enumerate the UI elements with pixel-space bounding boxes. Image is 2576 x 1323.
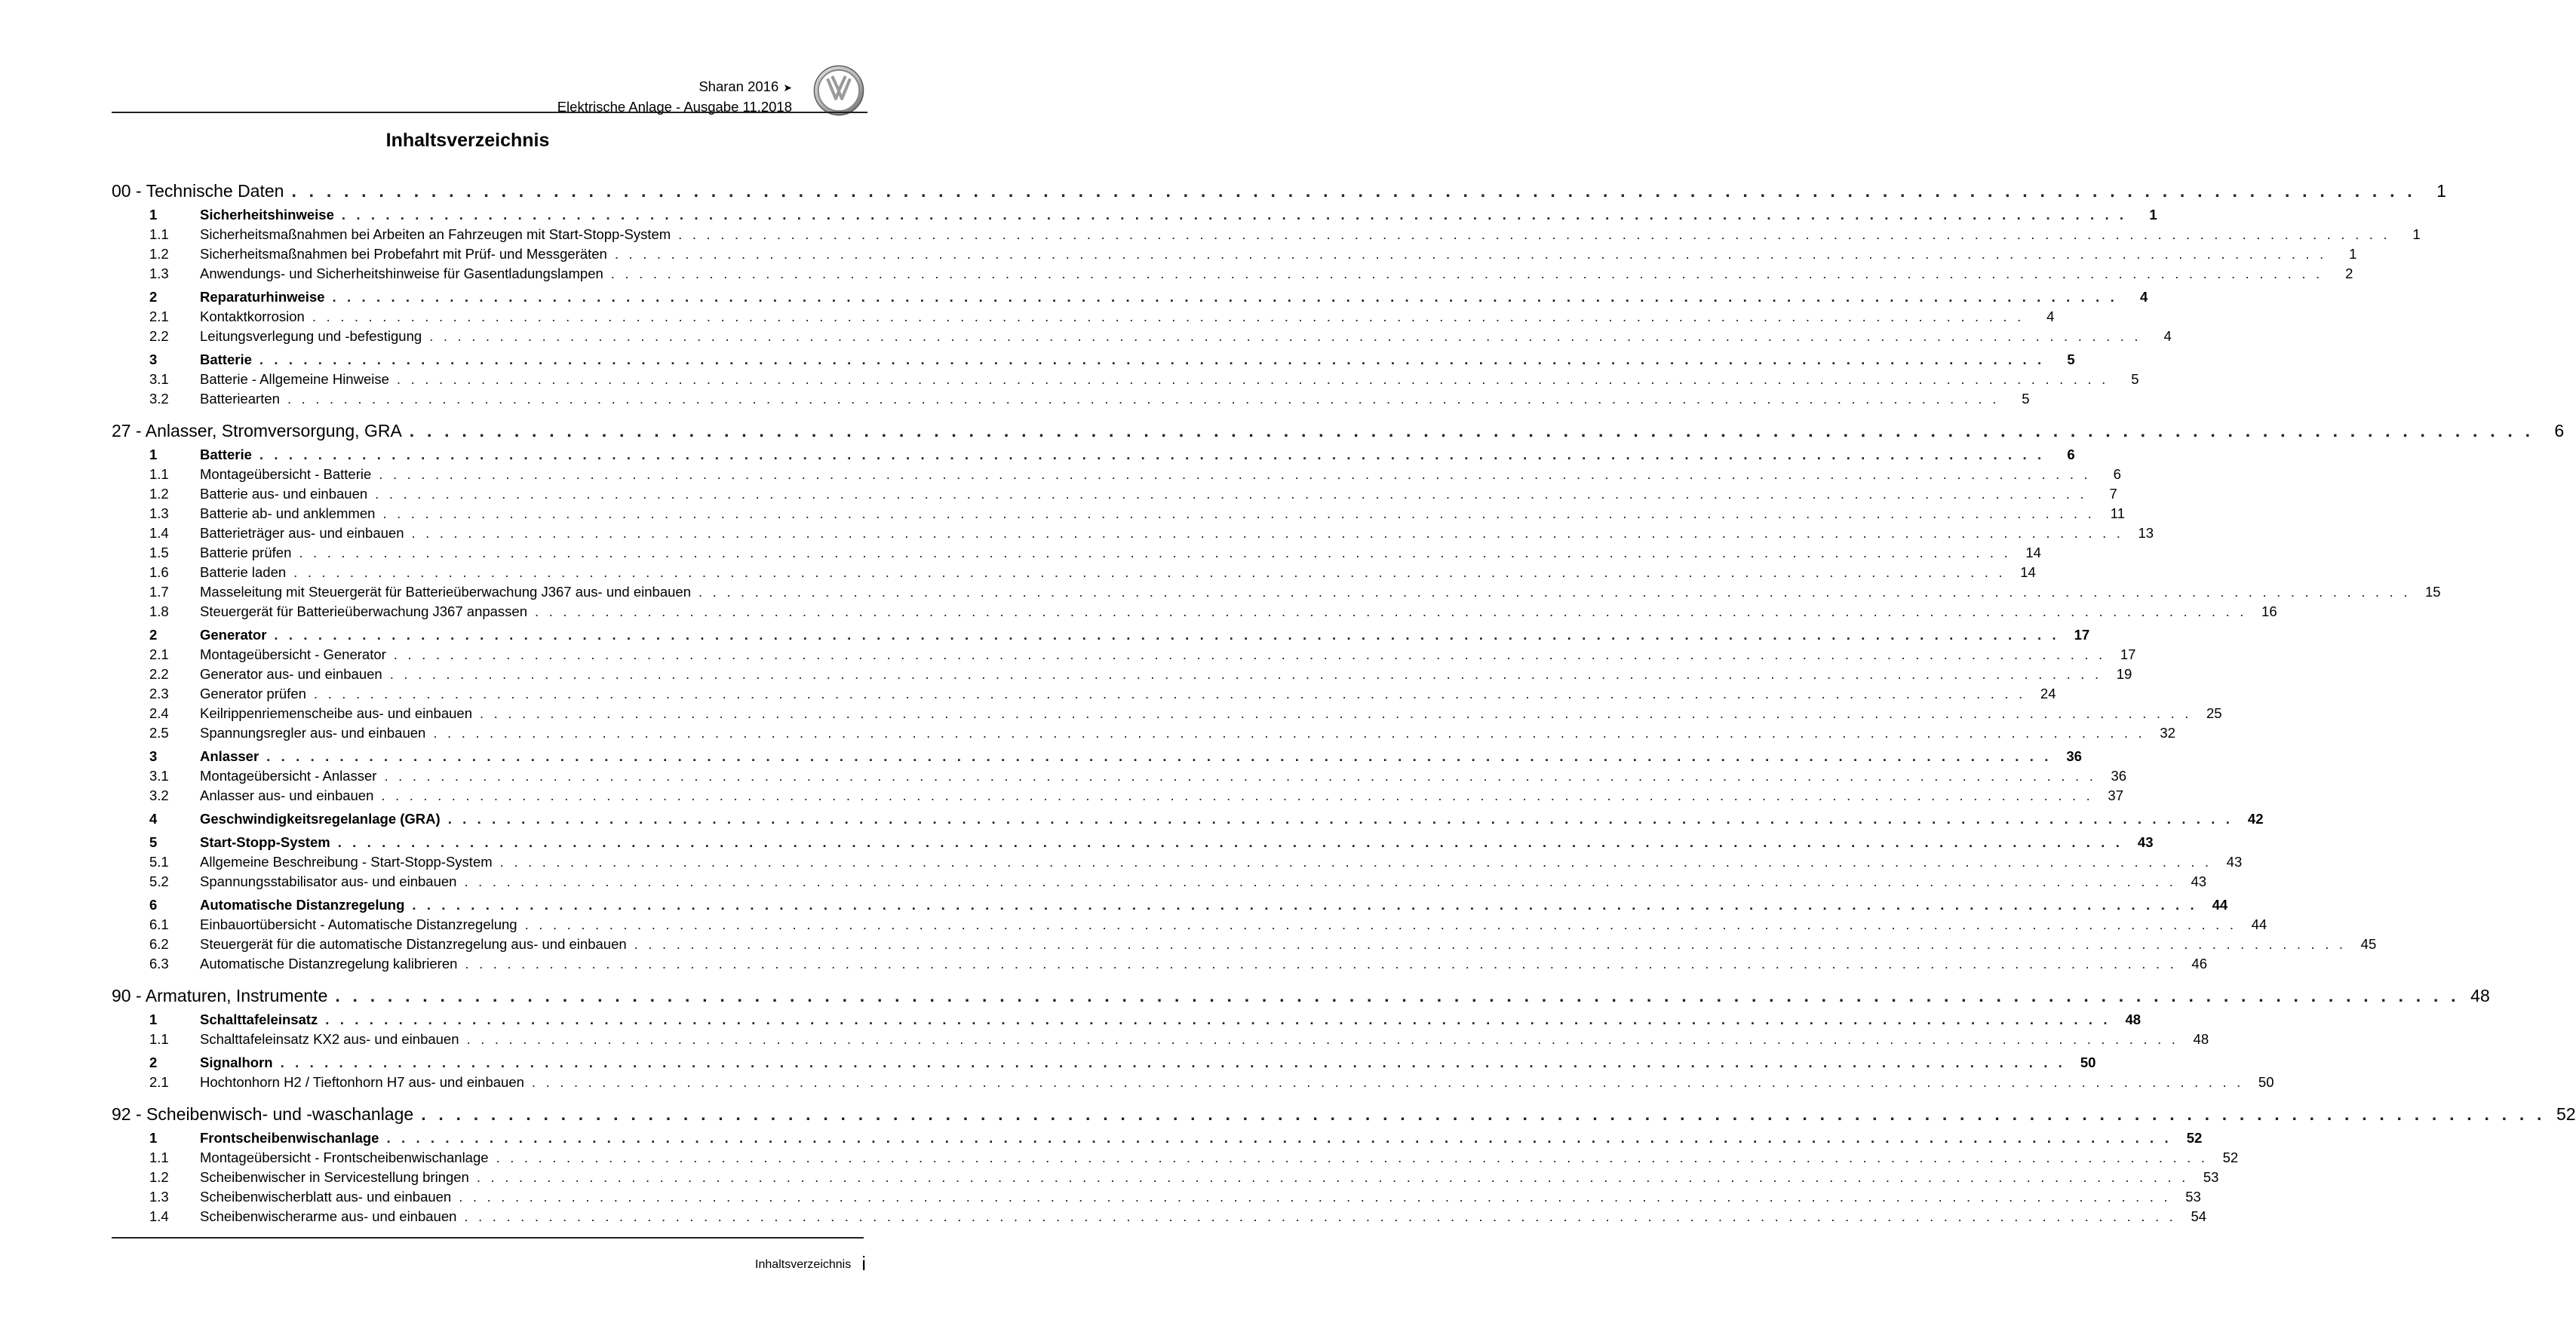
- entry-title: Sicherheitshinweise: [200, 207, 334, 223]
- chapter-title: 00 - Technische Daten: [112, 181, 284, 201]
- entry-number: 2.1: [149, 646, 169, 662]
- chapter-title: 92 - Scheibenwisch- und -waschanlage: [112, 1104, 414, 1124]
- toc-entry[interactable]: [112, 1150, 2239, 1169]
- table-of-contents: [112, 181, 2576, 1228]
- entry-number: 1: [149, 207, 158, 223]
- entry-page-number: 48: [2125, 1011, 2142, 1027]
- entry-number: 1.2: [149, 1169, 169, 1185]
- entry-page-number: 43: [2226, 854, 2243, 870]
- entry-title: Batterieträger aus- und einbauen: [200, 525, 404, 541]
- toc-entry[interactable]: [112, 1011, 2142, 1031]
- entry-number: 1.1: [149, 466, 169, 482]
- toc-chapter[interactable]: [112, 986, 2490, 1010]
- toc-entry[interactable]: [112, 686, 2056, 705]
- dot-leader: . . . . . . . . . . . . . . . . . . . . . . . . . . . . . . . . . . . . . . . . . . . . . . . . . . . . . . . . . . . . . . . . . . . . . . . . . . . . . . . . . . . . . . . . . . . . . . . . . . . . . . . . . . . . . . . . . . . . . . . . . .: [325, 1011, 2111, 1027]
- dot-leader: . . . . . . . . . . . . . . . . . . . . . . . . . . . . . . . . . . . . . . . . . . . . . . . . . . . . . . . . . . . . . . . . . . . . . . . . . . . . . . . . . . . . . . . . . . . . . . . . . . . . . . . . . . . . . . . . . . . . . . . . . .: [409, 421, 2535, 440]
- chapter-page-number: 48: [2470, 986, 2490, 1005]
- entry-title: Generator prüfen: [200, 686, 306, 701]
- toc-entry[interactable]: [112, 834, 2154, 854]
- entry-title: Frontscheibenwischanlage: [200, 1130, 379, 1146]
- entry-title: Leitungsverlegung und -befestigung: [200, 328, 422, 344]
- toc-entry[interactable]: [112, 564, 2036, 584]
- entry-number: 2: [149, 1054, 158, 1070]
- toc-entry[interactable]: [112, 768, 2127, 787]
- entry-title: Schalttafeleinsatz KX2 aus- und einbauen: [200, 1031, 459, 1047]
- entry-title: Steuergerät für die automatische Distanzregelung aus- und einbauen: [200, 936, 627, 952]
- header-rule: [112, 112, 867, 113]
- entry-page-number: 5: [2131, 371, 2139, 387]
- footer-page-number: i: [861, 1252, 866, 1275]
- entry-title: Spannungsstabilisator aus- und einbauen: [200, 873, 457, 889]
- entry-page-number: 15: [2425, 584, 2441, 600]
- entry-page-number: 4: [2046, 308, 2055, 324]
- entry-number: 3.1: [149, 371, 169, 387]
- entry-page-number: 2: [2345, 266, 2353, 281]
- entry-number: 1.2: [149, 486, 169, 502]
- entry-title: Batterie: [200, 447, 252, 462]
- dot-leader: . . . . . . . . . . . . . . . . . . . . . . . . . . . . . . . . . . . . . . . . . . . . . . . . . . . . . . . . . . . . . . . . . . . . . . . . . . . . . . . . . . . . . . . . . . . . . . . . . . . . . . . . . . . . . . . . . . . . . . . . . .: [464, 873, 2177, 889]
- entry-page-number: 6: [2113, 466, 2121, 482]
- toc-entry[interactable]: [112, 207, 2157, 226]
- dot-leader: . . . . . . . . . . . . . . . . . . . . . . . . . . . . . . . . . . . . . . . . . . . . . . . . . . . . . . . . . . . . . . . . . . . . . . . . . . . . . . . . . . . . . . . . . . . . . . . . . . . . . . . . . . . . . . . . . . . . . . . . . .: [464, 1208, 2177, 1224]
- entry-number: 3.2: [149, 391, 169, 407]
- dot-leader: . . . . . . . . . . . . . . . . . . . . . . . . . . . . . . . . . . . . . . . . . . . . . . . . . . . . . . . . . . . . . . . . . . . . . . . . . . . . . . . . . . . . . . . . . . . . . . . . . . . . . . . . . . . . . . . . . . . . . . . . . .: [412, 897, 2198, 913]
- toc-entry[interactable]: [112, 705, 2222, 725]
- dot-leader: . . . . . . . . . . . . . . . . . . . . . . . . . . . . . . . . . . . . . . . . . . . . . . . . . . . . . . . . . . . . . . . . . . . . . . . . . . . . . . . . . . . . . . . . . . . . . . . . . . . . . . . . . . . . . . . . . . . . . . . . . .: [499, 854, 2212, 870]
- chapter-title: 90 - Armaturen, Instrumente: [112, 986, 328, 1005]
- toc-entry[interactable]: [112, 873, 2207, 893]
- dot-leader: . . . . . . . . . . . . . . . . . . . . . . . . . . . . . . . . . . . . . . . . . . . . . . . . . . . . . . . . . . . . . . . . . . . . . . . . . . . . . . . . . . . . . . . . . . . . . . . . . . . . . . . . . . . . . . . . . . . . . . . . . .: [375, 486, 2087, 502]
- toc-entry[interactable]: [112, 466, 2121, 486]
- entry-page-number: 25: [2206, 705, 2222, 721]
- dot-leader: . . . . . . . . . . . . . . . . . . . . . . . . . . . . . . . . . . . . . . . . . . . . . . . . . . . . . . . . . . . . . . . . . . . . . . . . . . . . . . . . . . . . . . . . . . . . . . . . . . . . . . . . . . . . . . . . . . . . . . . . . .: [476, 1169, 2189, 1185]
- entry-title: Batterie - Allgemeine Hinweise: [200, 371, 389, 387]
- entry-number: 1.3: [149, 1189, 169, 1205]
- dot-leader: . . . . . . . . . . . . . . . . . . . . . . . . . . . . . . . . . . . . . . . . . . . . . . . . . . . . . . . . . . . . . . . . . . . . . . . . . . . . . . . . . . . . . . . . . . . . . . . . . . . . . . . . . . . . . . . . . . . . . . . . . .: [379, 466, 2091, 482]
- entry-title: Scheibenwischer in Servicestellung bringen: [200, 1169, 469, 1185]
- entry-number: 2.1: [149, 308, 169, 324]
- entry-page-number: 45: [2360, 936, 2377, 952]
- chapter-page-number: 52: [2556, 1104, 2576, 1124]
- dot-leader: . . . . . . . . . . . . . . . . . . . . . . . . . . . . . . . . . . . . . . . . . . . . . . . . . . . . . . . . . . . . . . . . . . . . . . . . . . . . . . . . . . . . . . . . . . . . . . . . . . . . . . . . . . . . . . . . . . . . . . . . . .: [259, 351, 2045, 367]
- toc-entry[interactable]: [112, 308, 2055, 328]
- toc-entry[interactable]: [112, 486, 2117, 505]
- toc-entry[interactable]: [112, 351, 2075, 371]
- entry-number: 3.1: [149, 768, 169, 784]
- dot-leader: . . . . . . . . . . . . . . . . . . . . . . . . . . . . . . . . . . . . . . . . . . . . . . . . . . . . . . . . . . . . . . . . . . . . . . . . . . . . . . . . . . . . . . . . . . . . . . . . . . . . . . . . . . . . . . . . . . . . . . . . . .: [393, 646, 2106, 662]
- entry-title: Montageübersicht - Batterie: [200, 466, 372, 482]
- dot-leader: . . . . . . . . . . . . . . . . . . . . . . . . . . . . . . . . . . . . . . . . . . . . . . . . . . . . . . . . . . . . . . . . . . . . . . . . . . . . . . . . . . . . . . . . . . . . . . . . . . . . . . . . . . . . . . . . . . . . . . . . . .: [466, 1031, 2179, 1047]
- toc-entry[interactable]: [112, 266, 2353, 285]
- entry-number: 3: [149, 351, 158, 367]
- entry-title: Batterie aus- und einbauen: [200, 486, 368, 502]
- toc-entry[interactable]: [112, 811, 2264, 830]
- entry-number: 1.1: [149, 1150, 169, 1165]
- dot-leader: . . . . . . . . . . . . . . . . . . . . . . . . . . . . . . . . . . . . . . . . . . . . . . . . . . . . . . . . . . . . . . . . . . . . . . . . . . . . . . . . . . . . . . . . . . . . . . . . . . . . . . . . . . . . . . . . . . . . . . . . . .: [496, 1150, 2209, 1165]
- entry-title: Schalttafeleinsatz: [200, 1011, 318, 1027]
- entry-page-number: 50: [2080, 1054, 2096, 1070]
- toc-entry[interactable]: [112, 1130, 2203, 1150]
- dot-leader: . . . . . . . . . . . . . . . . . . . . . . . . . . . . . . . . . . . . . . . . . . . . . . . . . . . . . . . . . . . . . . . . . . . . . . . . . . . . . . . . . . . . . . . . . . . . . . . . . . . . . . . . . . . . . . . . . . . . . . . . . .: [332, 289, 2118, 305]
- entry-number: 2.2: [149, 666, 169, 682]
- dot-leader: . . . . . . . . . . . . . . . . . . . . . . . . . . . . . . . . . . . . . . . . . . . . . . . . . . . . . . . . . . . . . . . . . . . . . . . . . . . . . . . . . . . . . . . . . . . . . . . . . . . . . . . . . . . . . . . . . . . . . . . . . .: [614, 246, 2327, 262]
- dot-leader: . . . . . . . . . . . . . . . . . . . . . . . . . . . . . . . . . . . . . . . . . . . . . . . . . . . . . . . . . . . . . . . . . . . . . . . . . . . . . . . . . . . . . . . . . . . . . . . . . . . . . . . . . . . . . . . . . . . . . . . . . .: [312, 308, 2025, 324]
- entry-number: 2.4: [149, 705, 169, 721]
- entry-number: 1.1: [149, 1031, 169, 1047]
- dot-leader: . . . . . . . . . . . . . . . . . . . . . . . . . . . . . . . . . . . . . . . . . . . . . . . . . . . . . . . . . . . . . . . . . . . . . . . . . . . . . . . . . . . . . . . . . . . . . . . . . . . . . . . . . . . . . . . . . . . . . . . . . .: [381, 787, 2093, 803]
- entry-title: Montageübersicht - Generator: [200, 646, 386, 662]
- dot-leader: . . . . . . . . . . . . . . . . . . . . . . . . . . . . . . . . . . . . . . . . . . . . . . . . . . . . . . . . . . . . . . . . . . . . . . . . . . . . . . . . . . . . . . . . . . . . . . . . . . . . . . . . . . . . . . . . . . . . . . . . . .: [634, 936, 2347, 952]
- entry-title: Generator aus- und einbauen: [200, 666, 382, 682]
- entry-title: Montageübersicht - Anlasser: [200, 768, 377, 784]
- entry-page-number: 42: [2247, 811, 2264, 827]
- dot-leader: . . . . . . . . . . . . . . . . . . . . . . . . . . . . . . . . . . . . . . . . . . . . . . . . . . . . . . . . . . . . . . . . . . . . . . . . . . . . . . . . . . . . . . . . . . . . . . . . . . . . . . . . . . . . . . . . . . . . . . . . . .: [274, 627, 2060, 643]
- dot-leader: . . . . . . . . . . . . . . . . . . . . . . . . . . . . . . . . . . . . . . . . . . . . . . . . . . . . . . . . . . . . . . . . . . . . . . . . . . . . . . . . . . . . . . . . . . . . . . . . . . . . . . . . . . . . . . . . . . . . . . . . . .: [610, 266, 2323, 281]
- toc-entry[interactable]: [112, 447, 2075, 466]
- entry-title: Hochtonhorn H2 / Tieftonhorn H7 aus- und einbauen: [200, 1074, 524, 1090]
- entry-number: 3.2: [149, 787, 169, 803]
- entry-page-number: 53: [2185, 1189, 2201, 1205]
- toc-entry[interactable]: [112, 646, 2136, 666]
- entry-number: 6.1: [149, 916, 169, 932]
- entry-number: 1: [149, 1011, 158, 1027]
- toc-entry[interactable]: [112, 289, 2148, 308]
- entry-title: Scheibenwischerblatt aus- und einbauen: [200, 1189, 452, 1205]
- entry-page-number: 13: [2138, 525, 2154, 541]
- toc-entry[interactable]: [112, 545, 2041, 564]
- entry-number: 5.2: [149, 873, 169, 889]
- entry-page-number: 7: [2109, 486, 2117, 502]
- dot-leader: . . . . . . . . . . . . . . . . . . . . . . . . . . . . . . . . . . . . . . . . . . . . . . . . . . . . . . . . . . . . . . . . . . . . . . . . . . . . . . . . . . . . . . . . . . . . . . . . . . . . . . . . . . . . . . . . . . . . . . . . . .: [531, 1074, 2244, 1090]
- toc-entry[interactable]: [112, 1031, 2209, 1051]
- entry-page-number: 52: [2186, 1130, 2203, 1146]
- dot-leader: . . . . . . . . . . . . . . . . . . . . . . . . . . . . . . . . . . . . . . . . . . . . . . . . . . . . . . . . . . . . . . . . . . . . . . . . . . . . . . . . . . . . . . . . . . . . . . . . . . . . . . . . . . . . . . . . . . . . . . . . . .: [411, 525, 2124, 541]
- toc-entry[interactable]: [112, 584, 2441, 603]
- header-model: Sharan 2016: [698, 78, 779, 94]
- entry-page-number: 36: [2111, 768, 2127, 784]
- chapter-title: 27 - Anlasser, Stromversorgung, GRA: [112, 421, 402, 440]
- entry-title: Generator: [200, 627, 267, 643]
- dot-leader: . . . . . . . . . . . . . . . . . . . . . . . . . . . . . . . . . . . . . . . . . . . . . . . . . . . . . . . . . . . . . . . . . . . . . . . . . . . . . . . . . . . . . . . . . . . . . . . . . . . . . . . . . . . . . . . . . . . . . . . . . .: [280, 1054, 2066, 1070]
- entry-page-number: 5: [2022, 391, 2030, 407]
- toc-entry[interactable]: [112, 328, 2172, 348]
- entry-page-number: 44: [2212, 897, 2228, 913]
- toc-entry[interactable]: [112, 1074, 2274, 1094]
- entry-page-number: 1: [2149, 207, 2157, 223]
- toc-entry[interactable]: [112, 956, 2207, 975]
- dot-leader: . . . . . . . . . . . . . . . . . . . . . . . . . . . . . . . . . . . . . . . . . . . . . . . . . . . . . . . . . . . . . . . . . . . . . . . . . . . . . . . . . . . . . . . . . . . . . . . . . . . . . . . . . . . . . . . . . . . . . . . . . .: [429, 328, 2142, 344]
- entry-page-number: 54: [2191, 1208, 2207, 1224]
- entry-page-number: 4: [2140, 289, 2148, 305]
- entry-title: Allgemeine Beschreibung - Start-Stopp-System: [200, 854, 493, 870]
- entry-number: 1.8: [149, 603, 169, 619]
- chapter-page-number: 1: [2436, 181, 2446, 201]
- toc-entry[interactable]: [112, 226, 2421, 246]
- entry-number: 1.7: [149, 584, 169, 600]
- chapter-page-number: 6: [2554, 421, 2565, 440]
- toc-entry[interactable]: [112, 897, 2228, 916]
- toc-entry[interactable]: [112, 525, 2154, 545]
- dot-leader: . . . . . . . . . . . . . . . . . . . . . . . . . . . . . . . . . . . . . . . . . . . . . . . . . . . . . . . . . . . . . . . . . . . . . . . . . . . . . . . . . . . . . . . . . . . . . . . . . . . . . . . . . . . . . . . . . . . . . . . . . .: [341, 207, 2127, 223]
- dot-leader: . . . . . . . . . . . . . . . . . . . . . . . . . . . . . . . . . . . . . . . . . . . . . . . . . . . . . . . . . . . . . . . . . . . . . . . . . . . . . . . . . . . . . . . . . . . . . . . . . . . . . . . . . . . . . . . . . . . . . . . . . .: [335, 986, 2460, 1005]
- entry-page-number: 1: [2349, 246, 2357, 262]
- entry-number: 1.2: [149, 246, 169, 262]
- entry-number: 2.5: [149, 725, 169, 741]
- entry-number: 1.4: [149, 525, 169, 541]
- dot-leader: . . . . . . . . . . . . . . . . . . . . . . . . . . . . . . . . . . . . . . . . . . . . . . . . . . . . . . . . . . . . . . . . . . . . . . . . . . . . . . . . . . . . . . . . . . . . . . . . . . . . . . . . . . . . . . . . . . . . . . . . . .: [678, 226, 2390, 242]
- entry-title: Batterie: [200, 351, 252, 367]
- entry-title: Sicherheitsmaßnahmen bei Probefahrt mit Prüf- und Messgeräten: [200, 246, 607, 262]
- entry-title: Anwendungs- und Sicherheitshinweise für Gasentladungslampen: [200, 266, 603, 281]
- entry-page-number: 46: [2191, 956, 2207, 972]
- entry-title: Batterie prüfen: [200, 545, 292, 560]
- entry-number: 2: [149, 627, 158, 643]
- entry-page-number: 43: [2191, 873, 2207, 889]
- toc-entry[interactable]: [112, 787, 2123, 807]
- entry-number: 5: [149, 834, 158, 850]
- toc-entry[interactable]: [112, 1054, 2096, 1074]
- header-edition: Elektrische Anlage - Ausgabe 11.2018: [557, 99, 792, 115]
- entry-number: 1: [149, 447, 158, 462]
- dot-leader: . . . . . . . . . . . . . . . . . . . . . . . . . . . . . . . . . . . . . . . . . . . . . . . . . . . . . . . . . . . . . . . . . . . . . . . . . . . . . . . . . . . . . . . . . . . . . . . . . . . . . . . . . . . . . . . . . . . . . . . . . .: [291, 181, 2416, 201]
- page-footer: [755, 1252, 866, 1275]
- entry-page-number: 36: [2066, 748, 2082, 764]
- entry-title: Keilrippenriemenscheibe aus- und einbauen: [200, 705, 472, 721]
- dot-leader: . . . . . . . . . . . . . . . . . . . . . . . . . . . . . . . . . . . . . . . . . . . . . . . . . . . . . . . . . . . . . . . . . . . . . . . . . . . . . . . . . . . . . . . . . . . . . . . . . . . . . . . . . . . . . . . . . . . . . . . . . .: [299, 545, 2011, 560]
- dot-leader: . . . . . . . . . . . . . . . . . . . . . . . . . . . . . . . . . . . . . . . . . . . . . . . . . . . . . . . . . . . . . . . . . . . . . . . . . . . . . . . . . . . . . . . . . . . . . . . . . . . . . . . . . . . . . . . . . . . . . . . . . .: [465, 956, 2177, 972]
- entry-number: 6.2: [149, 936, 169, 952]
- toc-entry[interactable]: [112, 505, 2125, 525]
- dot-leader: . . . . . . . . . . . . . . . . . . . . . . . . . . . . . . . . . . . . . . . . . . . . . . . . . . . . . . . . . . . . . . . . . . . . . . . . . . . . . . . . . . . . . . . . . . . . . . . . . . . . . . . . . . . . . . . . . . . . . . . . . .: [535, 603, 2247, 619]
- entry-title: Kontaktkorrosion: [200, 308, 305, 324]
- entry-number: 1: [149, 1130, 158, 1146]
- dot-leader: . . . . . . . . . . . . . . . . . . . . . . . . . . . . . . . . . . . . . . . . . . . . . . . . . . . . . . . . . . . . . . . . . . . . . . . . . . . . . . . . . . . . . . . . . . . . . . . . . . . . . . . . . . . . . . . . . . . . . . . . . .: [337, 834, 2123, 850]
- entry-title: Anlasser: [200, 748, 259, 764]
- dot-leader: . . . . . . . . . . . . . . . . . . . . . . . . . . . . . . . . . . . . . . . . . . . . . . . . . . . . . . . . . . . . . . . . . . . . . . . . . . . . . . . . . . . . . . . . . . . . . . . . . . . . . . . . . . . . . . . . . . . . . . . . . .: [447, 811, 2234, 827]
- entry-number: 6.3: [149, 956, 169, 972]
- dot-leader: . . . . . . . . . . . . . . . . . . . . . . . . . . . . . . . . . . . . . . . . . . . . . . . . . . . . . . . . . . . . . . . . . . . . . . . . . . . . . . . . . . . . . . . . . . . . . . . . . . . . . . . . . . . . . . . . . . . . . . . . . .: [287, 391, 2000, 407]
- entry-number: 2: [149, 289, 158, 305]
- toc-chapter[interactable]: [112, 1104, 2576, 1128]
- entry-title: Start-Stopp-System: [200, 834, 330, 850]
- entry-title: Montageübersicht - Frontscheibenwischanlage: [200, 1150, 489, 1165]
- footer-rule: [112, 1237, 864, 1239]
- entry-page-number: 19: [2116, 666, 2132, 682]
- toc-chapter[interactable]: [112, 181, 2446, 205]
- entry-page-number: 52: [2222, 1150, 2239, 1165]
- entry-number: 1.3: [149, 266, 169, 281]
- toc-chapter[interactable]: [112, 421, 2565, 445]
- entry-number: 6: [149, 897, 158, 913]
- toc-entry[interactable]: [112, 603, 2277, 623]
- entry-title: Steuergerät für Batterieüberwachung J367 anpassen: [200, 603, 528, 619]
- dot-leader: . . . . . . . . . . . . . . . . . . . . . . . . . . . . . . . . . . . . . . . . . . . . . . . . . . . . . . . . . . . . . . . . . . . . . . . . . . . . . . . . . . . . . . . . . . . . . . . . . . . . . . . . . . . . . . . . . . . . . . . . . .: [480, 705, 2192, 721]
- entry-page-number: 32: [2160, 725, 2175, 741]
- dot-leader: . . . . . . . . . . . . . . . . . . . . . . . . . . . . . . . . . . . . . . . . . . . . . . . . . . . . . . . . . . . . . . . . . . . . . . . . . . . . . . . . . . . . . . . . . . . . . . . . . . . . . . . . . . . . . . . . . . . . . . . . . .: [396, 371, 2109, 387]
- entry-number: 2.1: [149, 1074, 169, 1090]
- entry-page-number: 50: [2258, 1074, 2274, 1090]
- dot-leader: . . . . . . . . . . . . . . . . . . . . . . . . . . . . . . . . . . . . . . . . . . . . . . . . . . . . . . . . . . . . . . . . . . . . . . . . . . . . . . . . . . . . . . . . . . . . . . . . . . . . . . . . . . . . . . . . . . . . . . . . . .: [313, 686, 2026, 701]
- entry-title: Signalhorn: [200, 1054, 273, 1070]
- entry-title: Reparaturhinweise: [200, 289, 325, 305]
- entry-page-number: 14: [2025, 545, 2041, 560]
- toc-entry[interactable]: [112, 246, 2357, 266]
- entry-page-number: 17: [2074, 627, 2090, 643]
- entry-page-number: 5: [2067, 351, 2075, 367]
- dot-leader: . . . . . . . . . . . . . . . . . . . . . . . . . . . . . . . . . . . . . . . . . . . . . . . . . . . . . . . . . . . . . . . . . . . . . . . . . . . . . . . . . . . . . . . . . . . . . . . . . . . . . . . . . . . . . . . . . . . . . . . . . .: [266, 748, 2052, 764]
- toc-entry[interactable]: [112, 1169, 2219, 1189]
- entry-number: 5.1: [149, 854, 169, 870]
- entry-title: Sicherheitsmaßnahmen bei Arbeiten an Fahrzeugen mit Start-Stopp-System: [200, 226, 671, 242]
- dot-leader: . . . . . . . . . . . . . . . . . . . . . . . . . . . . . . . . . . . . . . . . . . . . . . . . . . . . . . . . . . . . . . . . . . . . . . . . . . . . . . . . . . . . . . . . . . . . . . . . . . . . . . . . . . . . . . . . . . . . . . . . . .: [524, 916, 2237, 932]
- entry-title: Anlasser aus- und einbauen: [200, 787, 374, 803]
- toc-entry[interactable]: [112, 725, 2175, 744]
- dot-leader: . . . . . . . . . . . . . . . . . . . . . . . . . . . . . . . . . . . . . . . . . . . . . . . . . . . . . . . . . . . . . . . . . . . . . . . . . . . . . . . . . . . . . . . . . . . . . . . . . . . . . . . . . . . . . . . . . . . . . . . . . .: [384, 768, 2097, 784]
- entry-number: 3: [149, 748, 158, 764]
- entry-number: 1.5: [149, 545, 169, 560]
- vw-logo-icon: [813, 65, 864, 116]
- dot-leader: . . . . . . . . . . . . . . . . . . . . . . . . . . . . . . . . . . . . . . . . . . . . . . . . . . . . . . . . . . . . . . . . . . . . . . . . . . . . . . . . . . . . . . . . . . . . . . . . . . . . . . . . . . . . . . . . . . . . . . . . . .: [433, 725, 2145, 741]
- entry-number: 1.3: [149, 505, 169, 521]
- toc-entry[interactable]: [112, 391, 2030, 410]
- entry-page-number: 4: [2163, 328, 2172, 344]
- entry-number: 4: [149, 811, 158, 827]
- entry-number: 1.4: [149, 1208, 169, 1224]
- page-title: Inhaltsverzeichnis: [385, 130, 550, 151]
- entry-number: 2.2: [149, 328, 169, 344]
- entry-title: Automatische Distanzregelung: [200, 897, 405, 913]
- toc-entry[interactable]: [112, 916, 2267, 936]
- entry-page-number: 16: [2261, 603, 2277, 619]
- dot-leader: . . . . . . . . . . . . . . . . . . . . . . . . . . . . . . . . . . . . . . . . . . . . . . . . . . . . . . . . . . . . . . . . . . . . . . . . . . . . . . . . . . . . . . . . . . . . . . . . . . . . . . . . . . . . . . . . . . . . . . . . . .: [389, 666, 2102, 682]
- entry-page-number: 43: [2137, 834, 2154, 850]
- toc-entry[interactable]: [112, 371, 2139, 391]
- footer-label: Inhaltsverzeichnis: [755, 1258, 852, 1271]
- entry-page-number: 44: [2251, 916, 2267, 932]
- toc-entry[interactable]: [112, 1189, 2201, 1208]
- dot-leader: . . . . . . . . . . . . . . . . . . . . . . . . . . . . . . . . . . . . . . . . . . . . . . . . . . . . . . . . . . . . . . . . . . . . . . . . . . . . . . . . . . . . . . . . . . . . . . . . . . . . . . . . . . . . . . . . . . . . . . . . . .: [386, 1130, 2172, 1146]
- header-text: [557, 77, 792, 116]
- entry-title: Batteriearten: [200, 391, 280, 407]
- entry-page-number: 37: [2108, 787, 2123, 803]
- entry-title: Automatische Distanzregelung kalibrieren: [200, 956, 458, 972]
- entry-page-number: 48: [2193, 1031, 2209, 1047]
- entry-page-number: 24: [2040, 686, 2056, 701]
- dot-leader: . . . . . . . . . . . . . . . . . . . . . . . . . . . . . . . . . . . . . . . . . . . . . . . . . . . . . . . . . . . . . . . . . . . . . . . . . . . . . . . . . . . . . . . . . . . . . . . . . . . . . . . . . . . . . . . . . . . . . . . . . .: [421, 1104, 2546, 1124]
- dot-leader: . . . . . . . . . . . . . . . . . . . . . . . . . . . . . . . . . . . . . . . . . . . . . . . . . . . . . . . . . . . . . . . . . . . . . . . . . . . . . . . . . . . . . . . . . . . . . . . . . . . . . . . . . . . . . . . . . . . . . . . . . .: [259, 447, 2045, 462]
- entry-title: Masseleitung mit Steuergerät für Batterieüberwachung J367 aus- und einbauen: [200, 584, 691, 600]
- entry-page-number: 17: [2120, 646, 2136, 662]
- entry-number: 1.6: [149, 564, 169, 580]
- dot-leader: . . . . . . . . . . . . . . . . . . . . . . . . . . . . . . . . . . . . . . . . . . . . . . . . . . . . . . . . . . . . . . . . . . . . . . . . . . . . . . . . . . . . . . . . . . . . . . . . . . . . . . . . . . . . . . . . . . . . . . . . . .: [698, 584, 2411, 600]
- dot-leader: . . . . . . . . . . . . . . . . . . . . . . . . . . . . . . . . . . . . . . . . . . . . . . . . . . . . . . . . . . . . . . . . . . . . . . . . . . . . . . . . . . . . . . . . . . . . . . . . . . . . . . . . . . . . . . . . . . . . . . . . . .: [293, 564, 2006, 580]
- entry-page-number: 6: [2067, 447, 2075, 462]
- entry-page-number: 1: [2412, 226, 2421, 242]
- toc-entry[interactable]: [112, 748, 2082, 768]
- entry-title: Spannungsregler aus- und einbauen: [200, 725, 426, 741]
- arrow-right-icon: ➤: [783, 81, 792, 94]
- entry-number: 2.3: [149, 686, 169, 701]
- entry-title: Scheibenwischerarme aus- und einbauen: [200, 1208, 457, 1224]
- entry-title: Batterie laden: [200, 564, 287, 580]
- entry-number: 1.1: [149, 226, 169, 242]
- entry-title: Batterie ab- und anklemmen: [200, 505, 376, 521]
- toc-entry[interactable]: [112, 936, 2377, 956]
- toc-entry[interactable]: [112, 627, 2090, 646]
- toc-entry[interactable]: [112, 666, 2132, 686]
- dot-leader: . . . . . . . . . . . . . . . . . . . . . . . . . . . . . . . . . . . . . . . . . . . . . . . . . . . . . . . . . . . . . . . . . . . . . . . . . . . . . . . . . . . . . . . . . . . . . . . . . . . . . . . . . . . . . . . . . . . . . . . . . .: [382, 505, 2095, 521]
- page-header: [112, 65, 867, 116]
- dot-leader: . . . . . . . . . . . . . . . . . . . . . . . . . . . . . . . . . . . . . . . . . . . . . . . . . . . . . . . . . . . . . . . . . . . . . . . . . . . . . . . . . . . . . . . . . . . . . . . . . . . . . . . . . . . . . . . . . . . . . . . . . .: [459, 1189, 2171, 1205]
- entry-title: Geschwindigkeitsregelanlage (GRA): [200, 811, 441, 827]
- entry-page-number: 11: [2110, 505, 2125, 521]
- toc-entry[interactable]: [112, 854, 2243, 873]
- toc-entry[interactable]: [112, 1208, 2207, 1228]
- entry-title: Einbauortübersicht - Automatische Distanzregelung: [200, 916, 517, 932]
- entry-page-number: 53: [2203, 1169, 2219, 1185]
- entry-page-number: 14: [2020, 564, 2036, 580]
